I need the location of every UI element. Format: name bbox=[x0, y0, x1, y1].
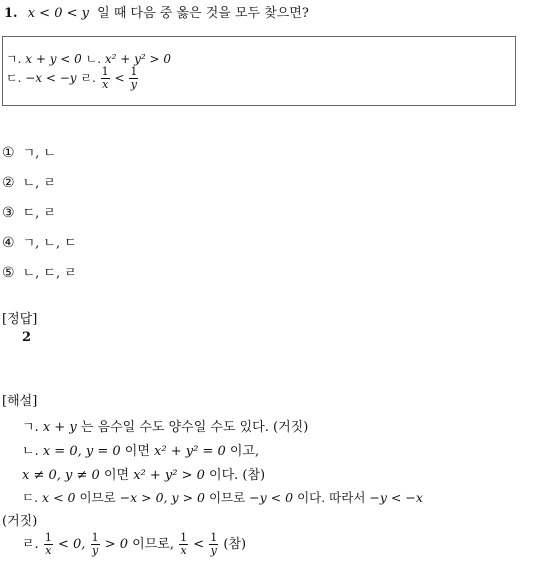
choice-5-text: ㄴ, ㄷ, ㄹ bbox=[22, 266, 77, 281]
choice-1[interactable] bbox=[2, 142, 56, 161]
explanation-line-5: (거짓) bbox=[2, 514, 38, 529]
explanation-line-2: ㄴ. x = 0, y = 0 이면 x² + y² = 0 이고, bbox=[22, 444, 260, 459]
choice-3-mark: ③ bbox=[2, 205, 15, 221]
item-d-frac-x: $\frac{1}{x}$ bbox=[101, 65, 109, 91]
item-a-expr: x + y < 0 bbox=[25, 52, 82, 66]
item-c-expr: −x < −y bbox=[25, 71, 77, 85]
choice-3-text: ㄷ, ㄹ bbox=[22, 206, 56, 221]
question-condition: x < 0 < y bbox=[27, 6, 89, 21]
item-a-label: ㄱ. bbox=[6, 52, 22, 66]
box-row-1 bbox=[6, 50, 171, 67]
choice-4-text: ㄱ, ㄴ, ㄷ bbox=[22, 236, 77, 251]
explanation-line-4: ㄷ. x < 0 이므로 −x > 0, y > 0 이므로 −y < 0 이다. 따라서 −y < −x bbox=[22, 490, 423, 505]
answer-heading: [정답] bbox=[2, 312, 38, 327]
explanation-line-1: ㄱ. x + y 는 음수일 수도 양수일 수도 있다. (거짓) bbox=[22, 420, 309, 435]
explanation-line-6: ㄹ. $\frac{1}{x}$ < 0, $\frac{1}{y}$ > 0 이므로, $\frac{1}{x}$ < $\frac{1}{y}$ (참) bbox=[22, 531, 247, 557]
item-c-label: ㄷ. bbox=[6, 71, 22, 85]
choice-3[interactable] bbox=[2, 202, 56, 221]
item-b-expr: x² + y² > 0 bbox=[104, 52, 172, 66]
question-number: 1. bbox=[4, 6, 18, 21]
question-line bbox=[4, 2, 309, 21]
explanation-heading: [해설] bbox=[2, 394, 38, 409]
box-row-2: ㄷ. −x < −y ㄹ. $\frac{1}{x}$ < $\frac{1}{y}$ bbox=[6, 65, 138, 91]
answer-value: 2 bbox=[22, 330, 32, 345]
item-b-label: ㄴ. bbox=[85, 52, 102, 66]
choice-5-mark: ⑤ bbox=[2, 265, 15, 281]
explanation-line-3: x ≠ 0, y ≠ 0 이면 x² + y² > 0 이다. (참) bbox=[22, 468, 266, 483]
item-d-label: ㄹ. bbox=[80, 71, 96, 85]
choice-5[interactable] bbox=[2, 262, 77, 281]
choice-2-mark: ② bbox=[2, 175, 15, 191]
choice-4-mark: ④ bbox=[2, 235, 15, 251]
choice-2[interactable] bbox=[2, 172, 56, 191]
choice-1-mark: ① bbox=[2, 145, 15, 161]
choice-2-text: ㄴ, ㄹ bbox=[22, 176, 56, 191]
choice-1-text: ㄱ, ㄴ bbox=[22, 146, 56, 161]
choice-4[interactable] bbox=[2, 232, 77, 251]
question-prompt: 일 때 다음 중 옳은 것을 모두 찾으면? bbox=[97, 6, 309, 21]
item-d-frac-y: $\frac{1}{y}$ bbox=[130, 65, 138, 91]
